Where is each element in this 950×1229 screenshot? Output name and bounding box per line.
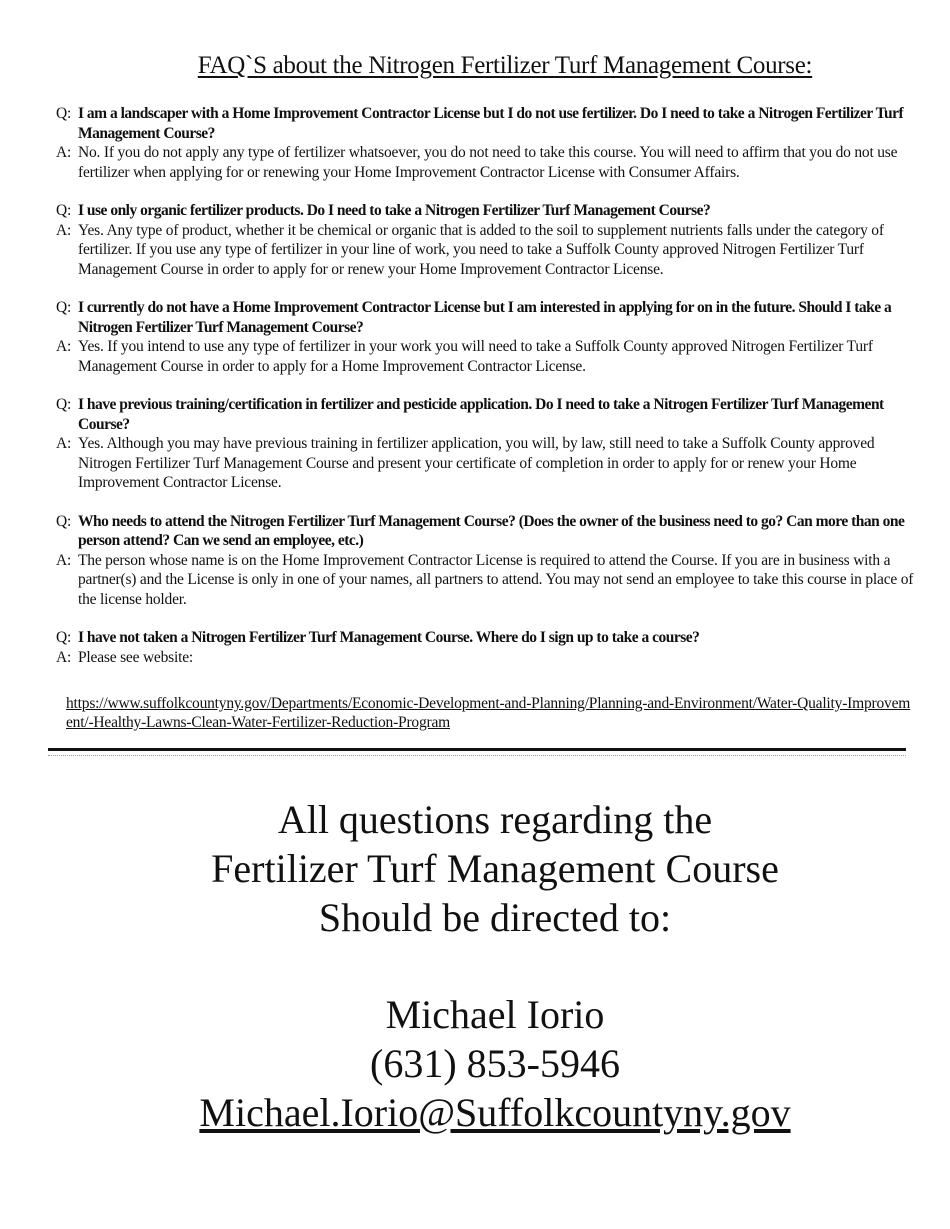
contact-heading-line: All questions regarding the: [277, 797, 713, 842]
faq-answer: [56, 648, 916, 668]
contact-heading-line: Fertilizer Turf Management Course: [211, 846, 779, 891]
contact-email[interactable]: Michael.Iorio@Suffolkcountyny.gov: [199, 1090, 791, 1135]
answer-label: A:: [56, 551, 72, 569]
answer-label: A:: [56, 221, 72, 239]
question-label: Q:: [56, 396, 72, 413]
question-text: I have not taken a Nitrogen Fertilizer Turf Management Course. Where do I sign up to take a course?: [78, 629, 700, 646]
divider-shadow: [48, 755, 906, 756]
website-link-block: [66, 694, 916, 732]
contact-heading: [0, 795, 950, 942]
question-label: Q:: [56, 512, 72, 530]
answer-label: A:: [56, 144, 72, 161]
faq-item: [56, 298, 916, 376]
contact-phone: (631) 853-5946: [370, 1041, 620, 1086]
contact-heading-line: Should be directed to:: [318, 895, 672, 940]
answer-text: Please see website:: [78, 648, 193, 666]
faq-item: [56, 512, 916, 610]
faq-item: [56, 628, 916, 667]
contact-person: [0, 990, 950, 1137]
faq-answer: [56, 143, 916, 182]
contact-name: Michael Iorio: [385, 992, 605, 1037]
question-label: Q:: [56, 299, 72, 316]
faq-question: [56, 298, 916, 337]
page-title: FAQ`S about the Nitrogen Fertilizer Turf Management Course:: [197, 52, 813, 79]
faq-list: [56, 104, 916, 686]
section-divider: [48, 748, 906, 751]
faq-answer: [56, 221, 916, 280]
faq-question: [56, 395, 916, 434]
question-label: Q:: [56, 202, 72, 219]
answer-label: A:: [56, 338, 72, 355]
answer-text: No. If you do not apply any type of fertilizer whatsoever, you do not need to take this course. You will need to affirm that you do not use fertilizer when applying for or renewing your Home Improvement Contractor License with Consumer Affairs.: [78, 144, 898, 181]
question-label: Q:: [56, 629, 72, 646]
faq-item: [56, 104, 916, 182]
answer-label: A:: [56, 435, 72, 452]
answer-label: A:: [56, 648, 72, 666]
answer-text: Yes. Any type of product, whether it be chemical or organic that is added to the soil to supplement nutrients falls under the category of fertilizer. If you use any type of fertilizer in your line of work, you need to take a Suffolk County approved Nitrogen Fertilizer Turf Management Course in order to apply for or renew your Home Improvement Contractor License.: [78, 221, 884, 278]
question-text: I am a landscaper with a Home Improvement Contractor License but I do not use fertilizer. Do I need to take a Nitrogen Fertilizer Turf Management Course?: [78, 105, 904, 142]
question-label: Q:: [56, 105, 72, 122]
answer-text: Yes. If you intend to use any type of fertilizer in your work you will need to take a Suffolk County approved Nitrogen Fertilizer Turf Management Course in order to apply for a Home Improvement Contractor License.: [78, 338, 873, 375]
question-text: I have previous training/certification in fertilizer and pesticide application. Do I need to take a Nitrogen Fertilizer Turf Management Course?: [78, 396, 884, 433]
question-text: I use only organic fertilizer products. Do I need to take a Nitrogen Fertilizer Turf Management Course?: [78, 202, 711, 219]
faq-question: [56, 104, 916, 143]
faq-item: [56, 395, 916, 493]
answer-text: Yes. Although you may have previous training in fertilizer application, you will, by law, still need to take a Suffolk County approved Nitrogen Fertilizer Turf Management Course and present your certificate of completion in order to apply for or renew your Home Improvement Contractor License.: [78, 435, 875, 491]
faq-answer: [56, 337, 916, 376]
faq-question: [56, 512, 916, 551]
faq-answer: [56, 551, 916, 610]
faq-item: [56, 201, 916, 279]
question-text: Who needs to attend the Nitrogen Fertilizer Turf Management Course? (Does the owner of the business need to go? Can more than one person attend? Can we send an employee, etc.): [78, 512, 905, 549]
faq-question: [56, 628, 916, 648]
faq-question: [56, 201, 916, 221]
program-website-link[interactable]: https://www.suffolkcountyny.gov/Departments/Economic-Development-and-Planning/Planning-and-Environment/Water-Quality-Improvement/-Healthy-Lawns-Clean-Water-Fertilizer-Reduction-Program: [66, 695, 911, 731]
question-text: I currently do not have a Home Improvement Contractor License but I am interested in applying for on in the future. Should I take a Nitrogen Fertilizer Turf Management Course?: [78, 299, 892, 336]
faq-answer: [56, 434, 916, 493]
answer-text: The person whose name is on the Home Improvement Contractor License is required to attend the Course. If you are in business with a partner(s) and the License is only in one of your names, all partners to attend. You may not send an employee to take this course in place of the license holder.: [78, 551, 914, 608]
